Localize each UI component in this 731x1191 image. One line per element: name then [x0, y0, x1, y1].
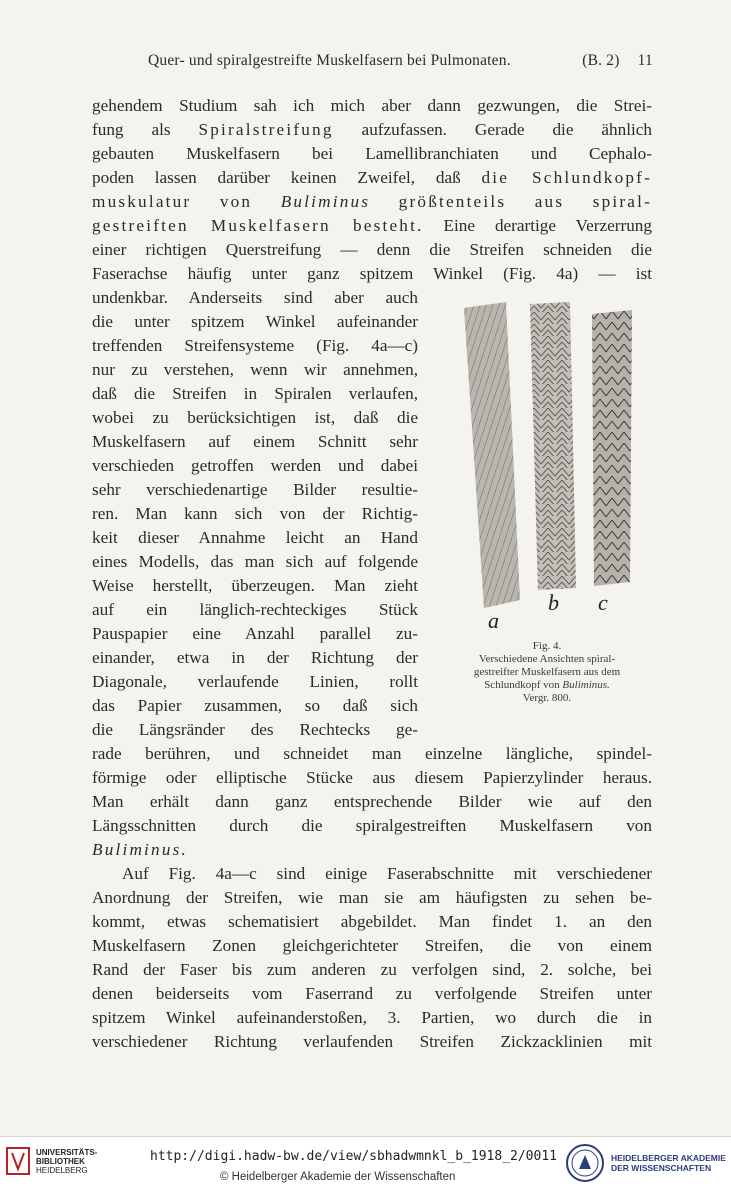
academy-seal-icon — [565, 1143, 605, 1183]
figure-caption — [436, 640, 658, 705]
text-line: Längsschnitten durch die spiralgestreiften Muskelfasern von — [92, 816, 652, 835]
fiber-a — [464, 302, 520, 608]
text-line: eines Modells, das man sich auf folgende — [92, 552, 418, 571]
section-ref: (B. 2) — [582, 52, 620, 69]
text-line: einer richtigen Querstreifung — denn die Streifen schneiden die — [92, 240, 652, 259]
text-line: kommt, etwas schematisiert abgebildet. Man findet 1. an den — [92, 912, 652, 931]
text-line: förmige oder elliptische Stücke aus diesem Papierzylinder heraus. — [92, 768, 652, 787]
footer-bar — [0, 1136, 731, 1191]
text-line: denen beiderseits vom Faserrand zu verfolgende Streifen unter — [92, 984, 652, 1003]
species-name: Buliminus — [280, 192, 371, 211]
text-line: Rand der Faser bis zum anderen zu verfolgen sind, 2. solche, bei — [92, 960, 652, 979]
caption-line: Vergr. 800. — [522, 692, 572, 704]
header-right — [568, 52, 653, 70]
running-header — [148, 52, 653, 70]
text-line: Muskelfasern Zonen gleichgerichteter Streifen, die von einem — [92, 936, 652, 955]
text-line: einander, etwa in der Richtung der — [92, 648, 418, 667]
permalink-url[interactable]: http://digi.hadw-bw.de/view/sbhadwmnkl_b_1918_2/0011 — [150, 1149, 557, 1164]
muscle-fiber-figure — [450, 300, 650, 640]
text-line: keit dieser Annahme leicht an Hand — [92, 528, 418, 547]
text-line: poden lassen darüber keinen Zweifel, daß die Schlundkopf- — [92, 168, 652, 187]
caption-title: Fig. 4. — [532, 640, 562, 652]
text-line: Man erhält dann ganz entsprechende Bilder wie auf den — [92, 792, 652, 811]
library-emblem-icon — [6, 1147, 30, 1175]
text-line: verschieden getroffen werden und dabei — [92, 456, 418, 475]
text-line: treffenden Streifensysteme (Fig. 4a—c) — [92, 336, 418, 355]
text-line: verschiedener Richtung verlaufenden Streifen Zickzacklinien mit — [92, 1032, 652, 1051]
page-number: 11 — [637, 52, 653, 69]
fiber-label-a: a — [488, 608, 499, 633]
text-line: Faserachse häufig unter ganz spitzem Winkel (Fig. 4a) — ist — [92, 264, 652, 283]
text-line: gestreiften Muskelfasern besteht. Eine derartige Verzerrung — [92, 216, 652, 235]
text-line: wobei zu berücksichtigen ist, daß die — [92, 408, 418, 427]
text-line: muskulatur von Buliminus größtenteils aus spiral- — [92, 192, 653, 211]
running-title: Quer- und spiralgestreifte Muskelfasern bei Pulmonaten. — [148, 52, 511, 69]
text-line: Muskelfasern auf einem Schnitt sehr — [92, 432, 418, 451]
species-name: Buliminus. — [92, 840, 189, 859]
copyright-text: © Heidelberger Akademie der Wissenschaften — [220, 1171, 456, 1183]
caption-line: Verschiedene Ansichten spiral- — [478, 653, 616, 665]
text-line: fung als Spiralstreifung aufzufassen. Gerade die ähnlich — [92, 120, 652, 139]
emphasis-text: die Schlundkopf- — [481, 168, 652, 187]
text-line: die unter spitzem Winkel aufeinander — [92, 312, 418, 331]
text-line: nur zu verstehen, wenn wir annehmen, — [92, 360, 418, 379]
text-line: sehr verschiedenartige Bilder resultie- — [92, 480, 418, 499]
fiber-c — [592, 310, 632, 586]
fiber-b — [530, 302, 576, 590]
academy-logo[interactable]: HEIDELBERGER AKADEMIE DER WISSENSCHAFTEN — [565, 1143, 726, 1183]
fiber-label-c: c — [598, 590, 608, 615]
text-line: gehendem Studium sah ich mich aber dann gezwungen, die Strei- — [92, 96, 652, 115]
text-line: Pauspapier eine Anzahl parallel zu- — [92, 624, 418, 643]
fiber-label-b: b — [548, 590, 559, 615]
emphasis-text: Spiralstreifung — [198, 120, 334, 139]
text-line: Auf Fig. 4a—c sind einige Faserabschnitte mit verschiedener — [122, 864, 652, 883]
text-line: das Papier zusammen, so daß sich — [92, 696, 418, 715]
text-line: ren. Man kann sich von der Richtig- — [92, 504, 418, 523]
text-line: Weise herstellt, überzeugen. Man zieht — [92, 576, 418, 595]
text-line: auf ein länglich-rechteckiges Stück — [92, 600, 418, 619]
text-line: die Längsränder des Rechtecks ge- — [92, 720, 418, 739]
caption-line: gestreifter Muskelfasern aus dem — [473, 666, 621, 678]
text-line: Diagonale, verlaufende Linien, rollt — [92, 672, 418, 691]
caption-line: Schlundkopf von Buliminus. — [484, 679, 610, 691]
text-line: rade berühren, und schneidet man einzelne längliche, spindel- — [92, 744, 652, 763]
text-line: Anordnung der Streifen, wie man sie am häufigsten zu sehen be- — [92, 888, 652, 907]
text-line: daß die Streifen in Spiralen verlaufen, — [92, 384, 418, 403]
emphasis-text: gestreiften Muskelfasern besteht. — [92, 216, 424, 235]
text-line: undenkbar. Anderseits sind aber auch — [92, 288, 418, 307]
library-logo[interactable]: UNIVERSITÄTS- BIBLIOTHEK HEIDELBERG — [6, 1147, 97, 1175]
text-line: spitzem Winkel aufeinanderstoßen, 3. Partien, wo durch die in — [92, 1008, 652, 1027]
text-line: gebauten Muskelfasern bei Lamellibranchiaten und Cephalo- — [92, 144, 652, 163]
